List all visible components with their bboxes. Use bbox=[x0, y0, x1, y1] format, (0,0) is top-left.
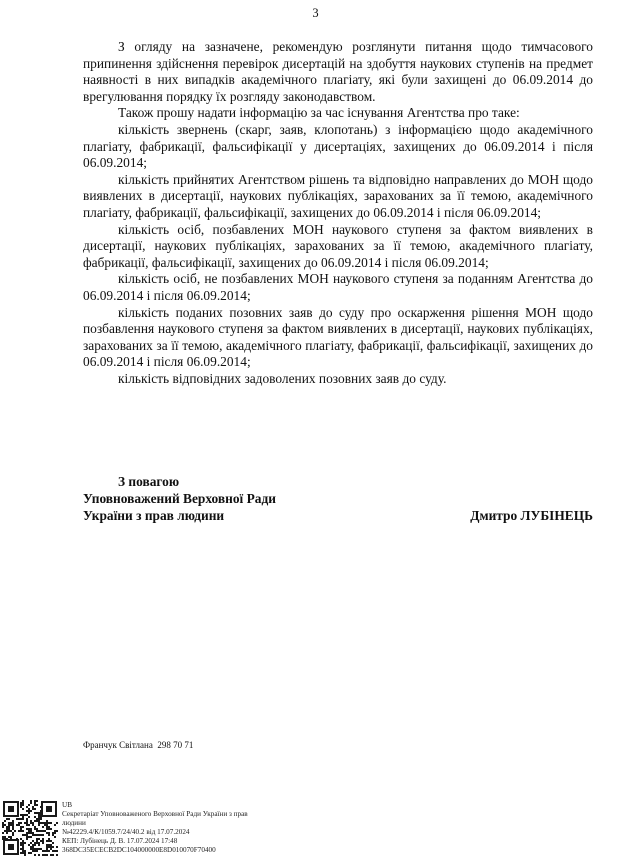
signatory-name: Дмитро ЛУБІНЕЦЬ bbox=[470, 508, 593, 523]
stamp-code: UB bbox=[62, 801, 72, 809]
executor-contact: Франчук Світлана 298 70 71 bbox=[83, 740, 194, 750]
paragraph-decisions-count: кількість прийнятих Агентством рішень та відповідно направлених до МОН щодо виявлених в дисертації, наукових публікаціях, зарахованих за її темою, академічного плагіату, фабрикації, фальсифікації, захищених до 06.09.2014 і після 06.09.2014; bbox=[83, 171, 593, 220]
qr-code-icon bbox=[2, 800, 58, 856]
letter-body bbox=[83, 39, 593, 387]
electronic-registration-stamp bbox=[62, 801, 248, 855]
stamp-certificate-serial: 368DC35ECECB2DC104000000E8D010070F70400 bbox=[62, 846, 216, 854]
signature-position-line2: України з прав людини bbox=[83, 508, 225, 523]
stamp-signature-info: КЕП: Лубінець Д. В. 17.07.2024 17:48 bbox=[62, 837, 178, 845]
signature-greeting: З повагою bbox=[118, 474, 180, 489]
paragraph-satisfied-lawsuits: кількість відповідних задоволених позовних заяв до суду. bbox=[118, 370, 447, 386]
signature-position-line1: Уповноважений Верховної Ради bbox=[83, 491, 276, 506]
page-number: 3 bbox=[312, 6, 319, 20]
paragraph-info-request: Також прошу надати інформацію за час існування Агентства про таке: bbox=[118, 105, 520, 121]
paragraph-deprived-count: кількість осіб, позбавлених МОН наукового ступеня за фактом виявлених в дисертації, наукових публікаціях, зарахованих за її темою, академічного плагіату, фабрикації, фальсифікації, захищених до 06.09.2014 і після 06.09.2014; bbox=[83, 221, 593, 270]
paragraph-recommendation: З огляду на зазначене, рекомендую розглянути питання щодо тимчасового припинення здійснення перевірок дисертацій на здобуття наукових ступенів на предмет наявності в них випадків академічного плагіату, які були захищені до 06.09.2014 до врегулювання порядку їх розгляду законодавством. bbox=[83, 39, 593, 104]
signature-block bbox=[83, 473, 593, 524]
stamp-org-line1: Секретаріат Уповноваженого Верховної Ради України з прав bbox=[62, 810, 248, 818]
paragraph-lawsuits-count: кількість поданих позовних заяв до суду про оскарження рішення МОН щодо позбавлення наукового ступеня за фактом виявлених в дисертації, наукових публікаціях, зарахованих за її темою, академічного плагіату, фабрикації, фальсифікації, захищених до 06.09.2014 і після 06.09.2014; bbox=[83, 304, 593, 370]
paragraph-not-deprived-count: кількість осіб, не позбавлених МОН наукового ступеня за поданням Агентства до 06.09.2014 і після 06.09.2014; bbox=[83, 271, 593, 303]
stamp-registration-number: №42229.4/К/1059.7/24/40.2 від 17.07.2024 bbox=[62, 828, 190, 836]
paragraph-appeals-count: кількість звернень (скарг, заяв, клопотань) з інформацією щодо академічного плагіату, фабрикації, фальсифікації у дисертаціях, захищених до 06.09.2014 і після 06.09.2014; bbox=[83, 121, 593, 171]
stamp-org-line2: людини bbox=[62, 819, 86, 827]
